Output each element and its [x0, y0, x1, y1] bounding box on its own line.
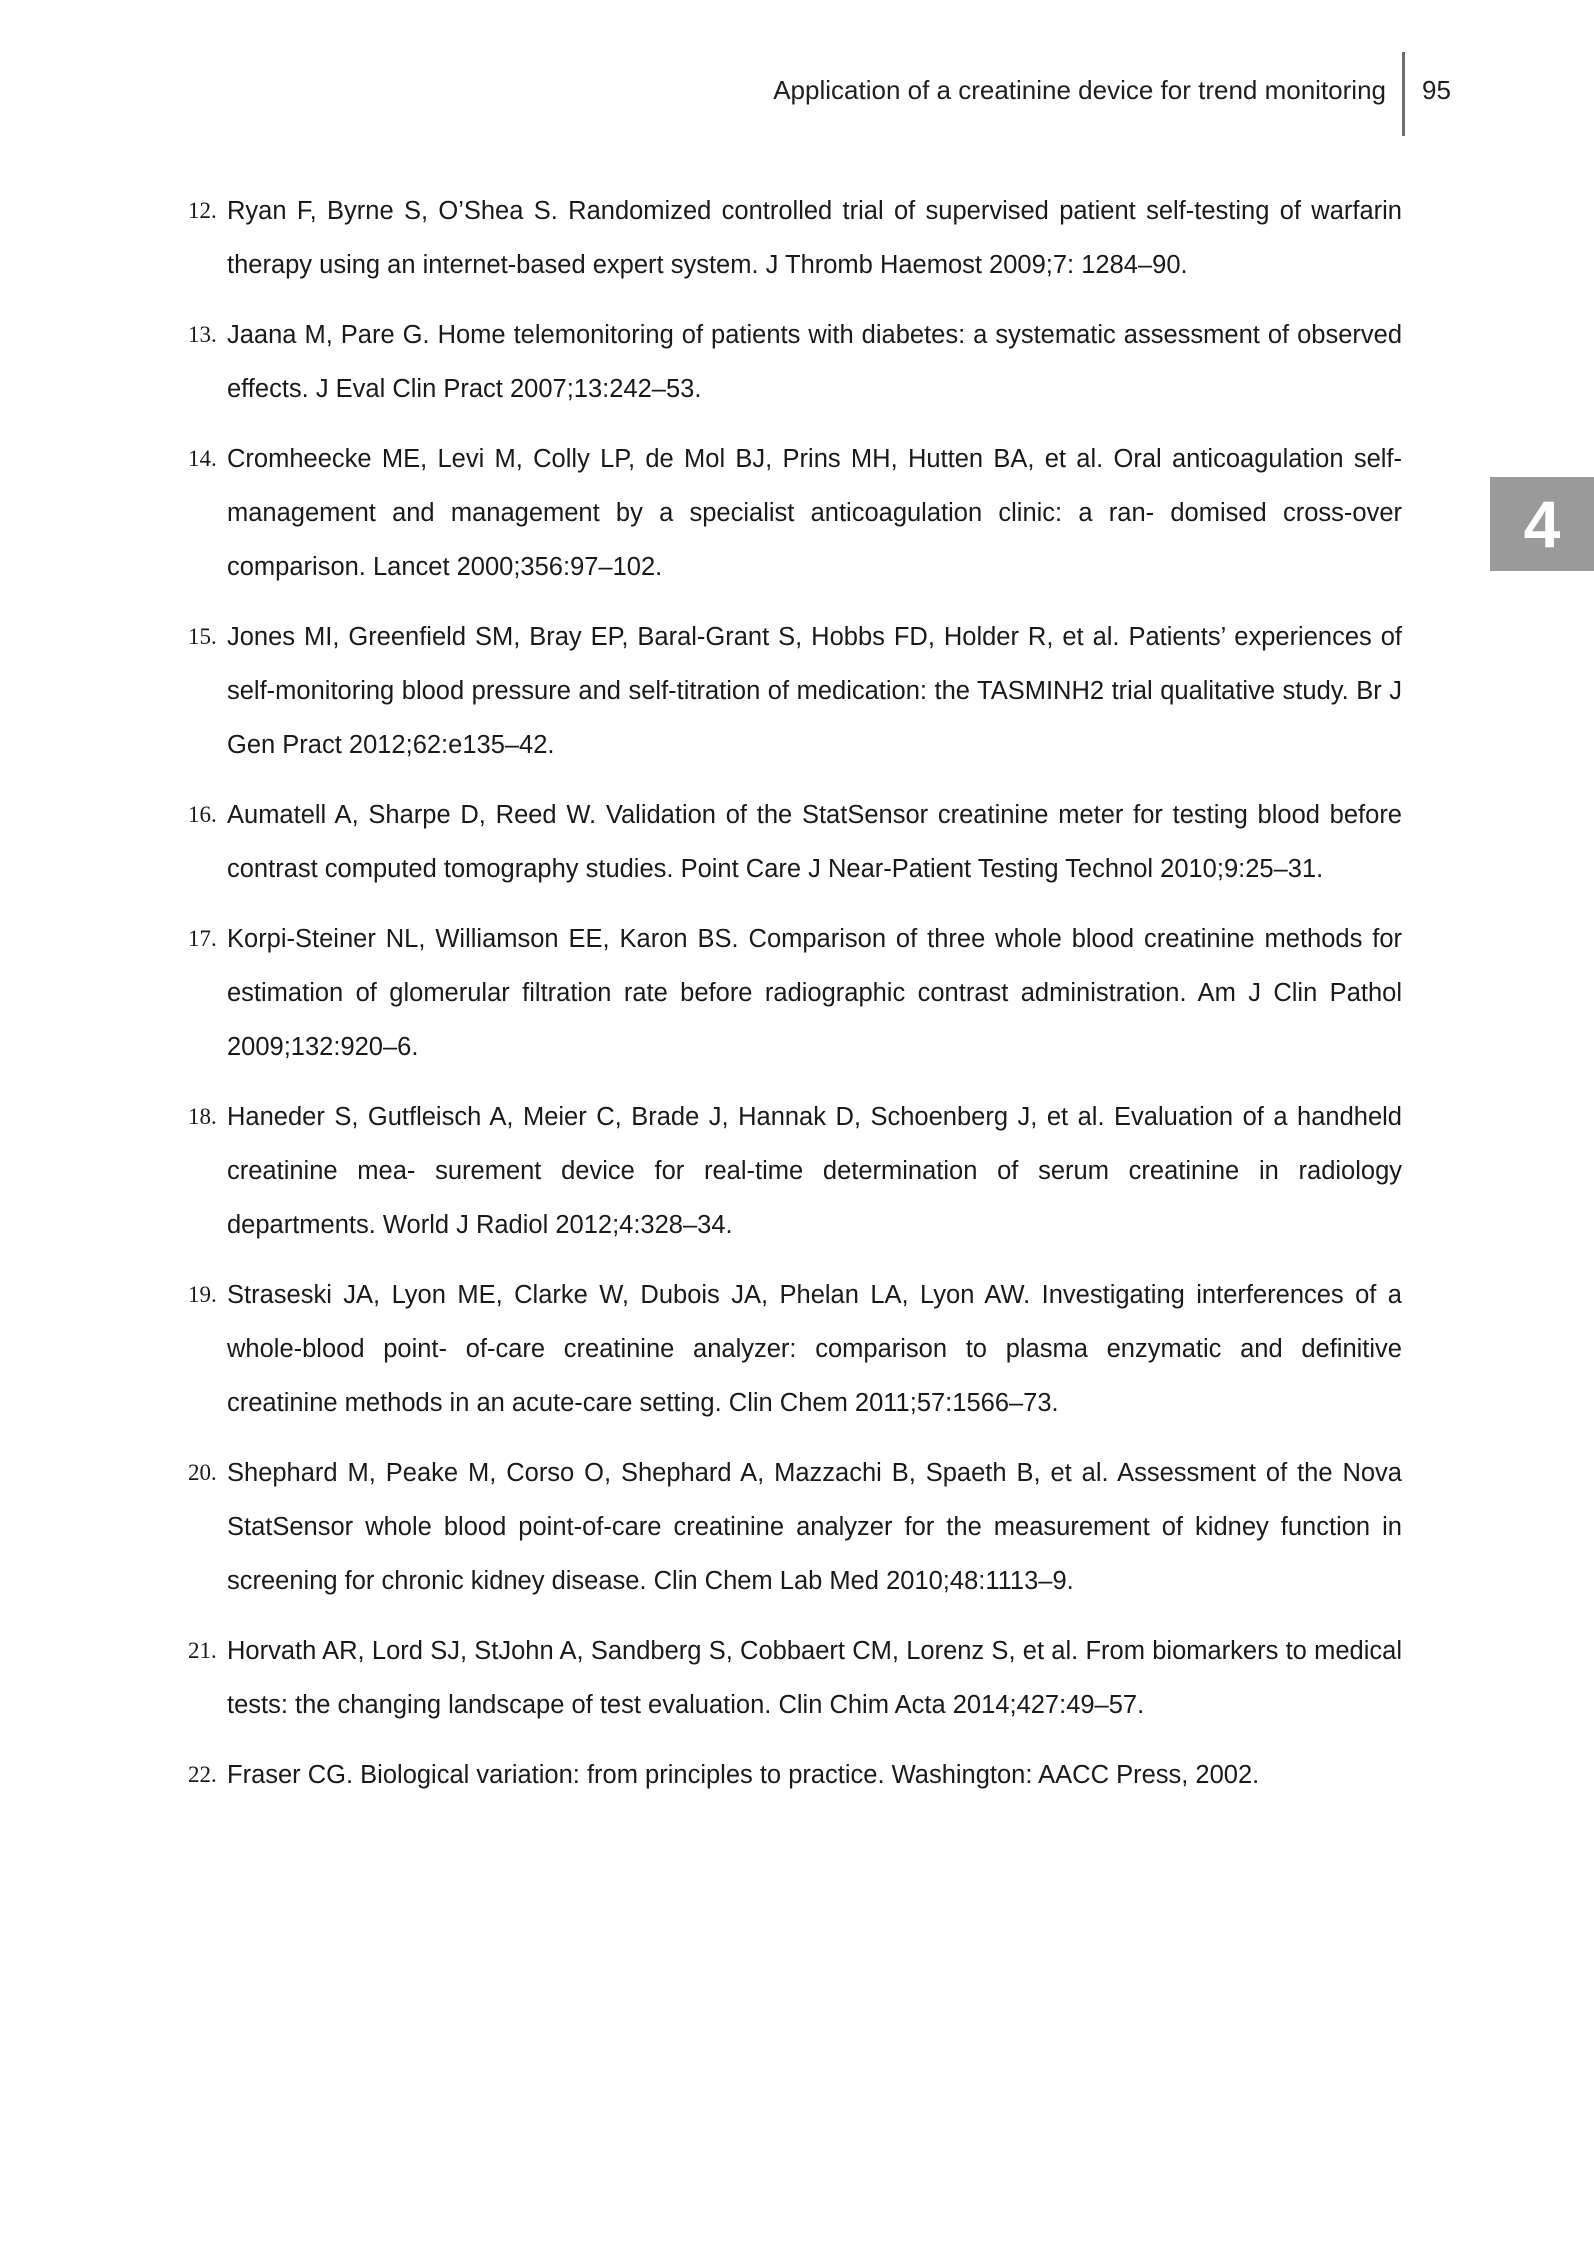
reference-text: Straseski JA, Lyon ME, Clarke W, Dubois JA, Phelan LA, Lyon AW. Investigating interferences of a whole-blood point- of-care creatinine analyzer: comparison to plasma enzymatic and definitive creatinine methods in an acute-care setting. Clin Chem 2011;57:1566–73.: [227, 1281, 1402, 1417]
reference-item: [188, 184, 1402, 292]
reference-number: 16.: [188, 802, 217, 827]
reference-text: Shephard M, Peake M, Corso O, Shephard A, Mazzachi B, Spaeth B, et al. Assessment of the Nova StatSensor whole blood point-of-care creatinine analyzer for the measurement of kidney function in screening for chronic kidney disease. Clin Chem Lab Med 2010;48:1113–9.: [227, 1459, 1402, 1595]
reference-item: [188, 1748, 1402, 1802]
reference-list: [188, 184, 1402, 1818]
reference-text: Haneder S, Gutfleisch A, Meier C, Brade J, Hannak D, Schoenberg J, et al. Evaluation of a handheld creatinine mea- surement device for real-time determination of serum creatinine in radiology departments. World J Radiol 2012;4:328–34.: [227, 1103, 1402, 1239]
reference-item: [188, 1268, 1402, 1430]
reference-item: [188, 1624, 1402, 1732]
reference-number: 14.: [188, 446, 217, 471]
reference-text: Ryan F, Byrne S, O’Shea S. Randomized controlled trial of supervised patient self-testing of warfarin therapy using an internet-based expert system. J Thromb Haemost 2009;7: 1284–90.: [227, 197, 1402, 279]
reference-item: [188, 308, 1402, 416]
reference-number: 19.: [188, 1282, 217, 1307]
reference-item: [188, 788, 1402, 896]
reference-text: Jaana M, Pare G. Home telemonitoring of patients with diabetes: a systematic assessment of observed effects. J Eval Clin Pract 2007;13:242–53.: [227, 321, 1402, 403]
reference-text: Horvath AR, Lord SJ, StJohn A, Sandberg S, Cobbaert CM, Lorenz S, et al. From biomarkers to medical tests: the changing landscape of test evaluation. Clin Chim Acta 2014;427:49–57.: [227, 1637, 1402, 1719]
reference-number: 17.: [188, 926, 217, 951]
reference-number: 12.: [188, 198, 217, 223]
reference-number: 18.: [188, 1104, 217, 1129]
reference-text: Aumatell A, Sharpe D, Reed W. Validation of the StatSensor creatinine meter for testing blood before contrast computed tomography studies. Point Care J Near-Patient Testing Technol 2010;9:25–31.: [227, 801, 1402, 883]
reference-item: [188, 912, 1402, 1074]
reference-text: Cromheecke ME, Levi M, Colly LP, de Mol BJ, Prins MH, Hutten BA, et al. Oral anticoagulation self-management and management by a specialist anticoagulation clinic: a ran- domised cross-over comparison. Lancet 2000;356:97–102.: [227, 445, 1402, 581]
reference-number: 13.: [188, 322, 217, 347]
reference-text: Fraser CG. Biological variation: from principles to practice. Washington: AACC Press, 2002.: [227, 1761, 1260, 1789]
reference-item: [188, 432, 1402, 594]
reference-number: 21.: [188, 1638, 217, 1663]
reference-text: Korpi-Steiner NL, Williamson EE, Karon BS. Comparison of three whole blood creatinine methods for estimation of glomerular filtration rate before radiographic contrast administration. Am J Clin Pathol 2009;132:920–6.: [227, 925, 1402, 1061]
header-divider: [1402, 52, 1405, 136]
reference-text: Jones MI, Greenfield SM, Bray EP, Baral-Grant S, Hobbs FD, Holder R, et al. Patients’ experiences of self-monitoring blood pressure and self-titration of medication: the TASMINH2 trial qualitative study. Br J Gen Pract 2012;62:e135–42.: [227, 623, 1402, 759]
running-title: Application of a creatinine device for trend monitoring: [773, 75, 1386, 105]
page-number: 95: [1422, 75, 1451, 105]
reference-number: 15.: [188, 624, 217, 649]
reference-item: [188, 610, 1402, 772]
reference-item: [188, 1446, 1402, 1608]
reference-number: 20.: [188, 1460, 217, 1485]
reference-item: [188, 1090, 1402, 1252]
reference-number: 22.: [188, 1762, 217, 1787]
chapter-tab: 4: [1490, 477, 1594, 571]
